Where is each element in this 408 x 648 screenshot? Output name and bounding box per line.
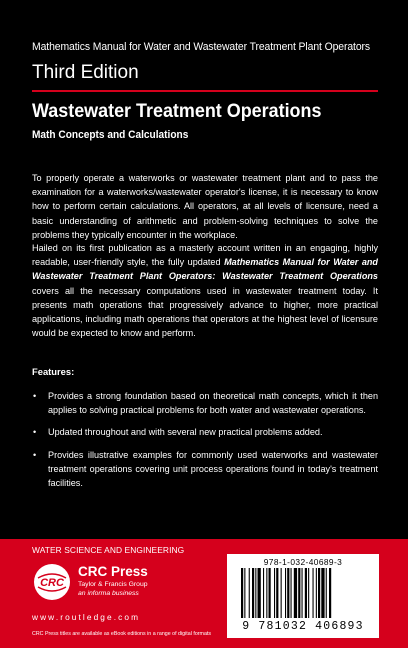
barcode-bar [326, 568, 327, 618]
barcode-bar [329, 568, 331, 618]
barcode-bar [285, 568, 286, 618]
feature-text: Updated throughout and with several new practical problems added. [48, 427, 323, 438]
crc-logo-icon [32, 562, 72, 602]
feature-text: Provides a strong foundation based on theoretical math concepts, which it then applies to solving practical problems for both water and wastewater operations. [48, 391, 378, 416]
edition-label: Third Edition [32, 62, 139, 83]
barcode-bar [287, 568, 289, 618]
subject-category: WATER SCIENCE AND ENGINEERING [32, 545, 185, 555]
feature-item [32, 425, 378, 439]
bullet-icon: • [33, 449, 37, 460]
barcode-bar [305, 568, 307, 618]
barcode-bar [316, 568, 317, 618]
red-divider [32, 90, 378, 92]
barcode-icon [237, 568, 369, 620]
isbn-hyphenated: 978-1-032-40689-3 [263, 557, 343, 567]
barcode-bar [258, 568, 261, 618]
barcode-bar [252, 568, 254, 618]
website-link[interactable]: www.routledge.com [32, 612, 141, 622]
barcode-bar [294, 568, 297, 618]
isbn-digits: 9 781032 406893 [242, 620, 364, 633]
description-paragraph-1: To properly operate a waterworks or wastewater treatment plant and to pass the examination for a waterworks/wastewater operator's license, it is necessary to know how to perform certain calculations. All operators, at all levels of licensure, need a basic understanding of arithmetic and problem-solving techniques to solve the problems they typically encounter in the workplace. [32, 173, 378, 240]
features-heading: Features: [32, 366, 75, 377]
feature-item [32, 389, 378, 417]
bullet-icon: • [33, 391, 37, 401]
barcode-bar [313, 568, 314, 618]
feature-text: Provides illustrative examples for commonly used waterworks and wastewater treatment operations covering unit process operations found in today's treatment facilities. [48, 449, 378, 489]
crc-logo-text: CRC [40, 577, 64, 589]
barcode-bar [249, 568, 250, 618]
barcode-bar [298, 568, 300, 618]
barcode-bar [321, 568, 324, 618]
barcode-bar [281, 568, 282, 618]
bullet-icon: • [33, 427, 37, 438]
barcode-bar [263, 568, 264, 618]
barcode-bar [291, 568, 292, 618]
paragraph-2-end: covers all the necessary computations used in wastewater treatment today. It presents math operations that progressively advance to higher, more practical applications, including math operations that operators at the highest level of licensure would be expected to know and perform. [32, 285, 378, 339]
features-list [32, 389, 378, 498]
book-subtitle: Math Concepts and Calculations [32, 129, 189, 141]
paragraph-2-start: Hailed on its first publication as a masterly account written in an engaging, highly readable, user-friendly style, the fully updated [32, 243, 378, 268]
publisher-group: Taylor & Francis Group [78, 581, 148, 588]
description-paragraph-2 [32, 241, 378, 340]
isbn-barcode [227, 554, 379, 638]
ebook-note: CRC Press titles are available as eBook editions in a range of digital formats [32, 631, 212, 637]
barcode-bar [241, 568, 243, 618]
barcode-bar [269, 568, 271, 618]
publisher-name: CRC Press [78, 564, 148, 579]
publisher-footer [0, 539, 408, 648]
barcode-bar [255, 568, 256, 618]
publisher-tagline: an informa business [78, 590, 139, 597]
barcode-bar [318, 568, 320, 618]
barcode-bar [274, 568, 275, 618]
barcode-bar [276, 568, 278, 618]
feature-item [32, 448, 378, 491]
book-title: Wastewater Treatment Operations [32, 100, 322, 122]
series-title: Mathematics Manual for Water and Wastewater Treatment Plant Operators [32, 41, 371, 53]
barcode-bar [266, 568, 267, 618]
paragraph-2-book-reference: Mathematics Manual for Water and Wastewater Treatment Plant Operators: Wastewater Treatment Operations [32, 257, 378, 282]
barcode-bar [308, 568, 309, 618]
barcode-bar [302, 568, 303, 618]
barcode-bar [244, 568, 245, 618]
